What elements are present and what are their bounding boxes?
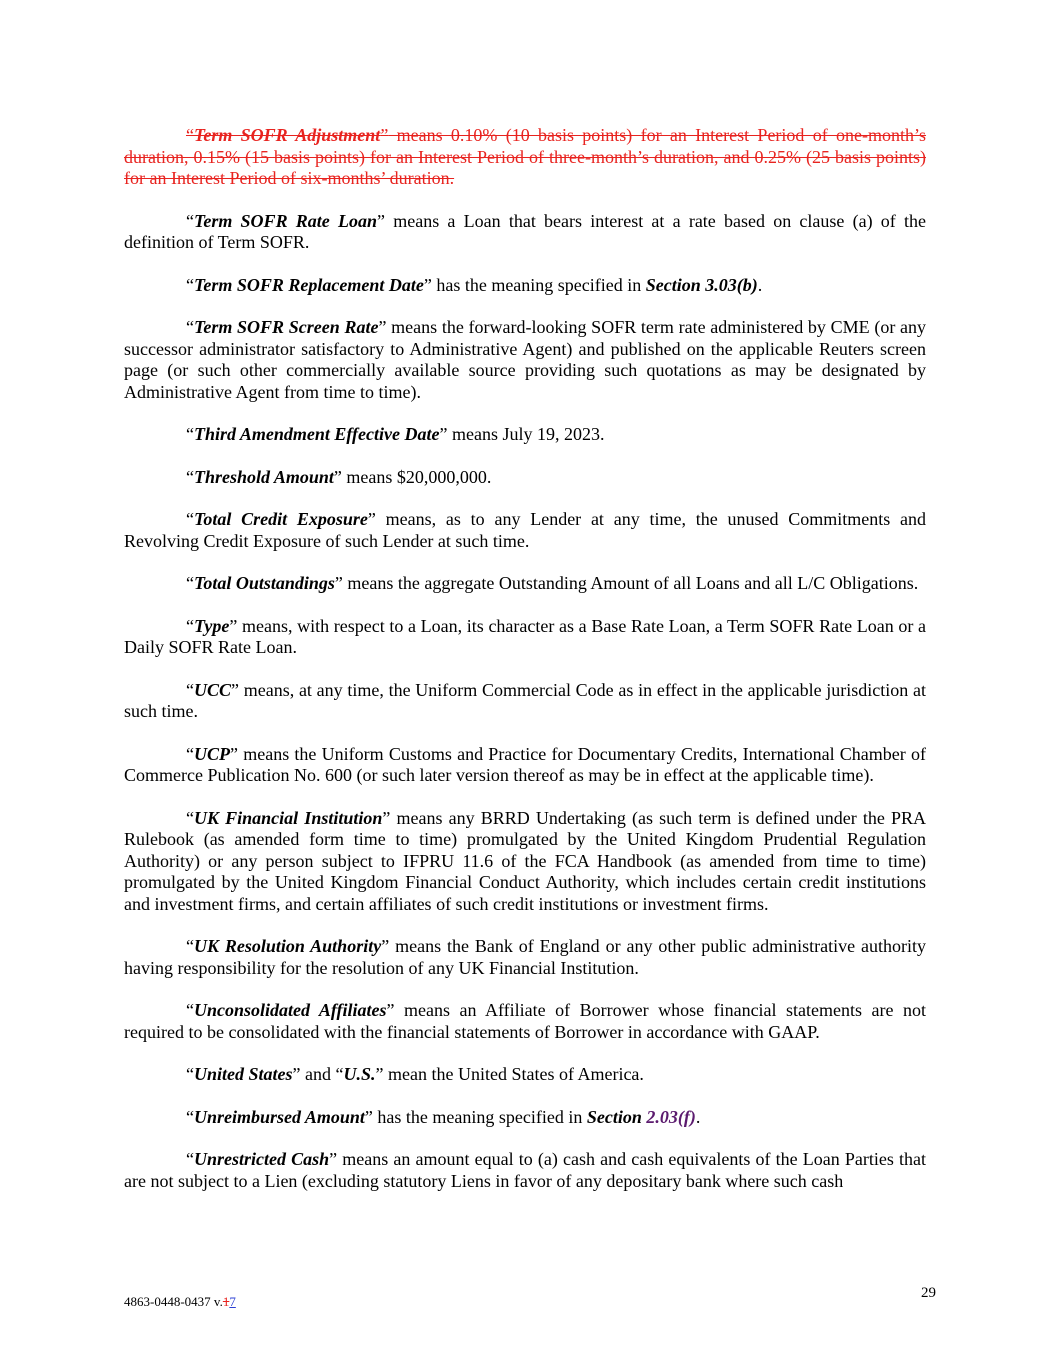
definition-total-outstandings: “Total Outstandings” means the aggregate Outstanding Amount of all Loans and all L/C Obligations. (186, 573, 919, 593)
section-reference: Section 3.03(b) (645, 274, 758, 295)
definition-text: means an amount equal to (a) cash and cash equivalents of the Loan Parties that are not subject to a Lien (excluding statutory Liens in favor of any depositary bank where such cash (124, 1149, 926, 1191)
document-body (124, 125, 926, 1213)
definition-text: mean the United States of America. (383, 1064, 644, 1084)
section-reference-link[interactable]: 2.03(f) (646, 1106, 696, 1127)
defined-term: Term SOFR Rate Loan (194, 210, 378, 231)
definition-text: means $20,000,000. (341, 466, 492, 487)
definition-text: means any BRRD Undertaking (as such term is defined under the PRA Rulebook (as amended form time to time) promulgated by the United Kingdom Prudential Regulation Authority) or any person subject to IFPRU 11.6 of the FCA Handbook (as amended from time to time) promulgated by the United Kingdom Financial Conduct Authority, which includes certain credit institutions and investment firms, and certain affiliates of such credit institutions or investment firms. (124, 807, 926, 914)
definition-text: means the forward-looking SOFR term rate administered by CME (or any successor administrator satisfactory to Administrative Agent) and published on the applicable Reuters screen page (or such other commercially available source providing such quotations as may be designated by Administrative Agent from time to time). (124, 317, 926, 402)
definition-total-credit-exposure: “Total Credit Exposure” means, as to any Lender at any time, the unused Commitments and Revolving Credit Exposure of such Lender at such time. (124, 509, 926, 551)
definition-text: means an Affiliate of Borrower whose financial statements are not required to be consolidated with the financial statements of Borrower in accordance with GAAP. (124, 1000, 926, 1042)
definition-term-sofr-screen-rate: “Term SOFR Screen Rate” means the forward-looking SOFR term rate administered by CME (or any successor administrator satisfactory to Administrative Agent) and published on the applicable Reuters screen page (or such other commercially available source providing such quotations as may be designated by Administrative Agent from time to time). (124, 317, 926, 402)
definition-unrestricted-cash: “Unrestricted Cash” means an amount equal to (a) cash and cash equivalents of the Loan Parties that are not subject to a Lien (excluding statutory Liens in favor of any depositary bank where such cash (124, 1149, 926, 1191)
definition-text: means the Bank of England or any other public administrative authority having responsibility for the resolution of any UK Financial Institution. (124, 936, 926, 978)
definition-text: means the Uniform Customs and Practice for Documentary Credits, International Chamber of Commerce Publication No. 600 (or such later version thereof as may be in effect at the applicable time). (124, 743, 926, 785)
defined-term: Term SOFR Screen Rate (194, 317, 379, 337)
definition-term-sofr-replacement-date: “Term SOFR Replacement Date” has the meaning specified in Section 3.03(b). (186, 274, 763, 295)
definition-text: means, with respect to a Loan, its character as a Base Rate Loan, a Term SOFR Rate Loan or a Daily SOFR Rate Loan. (124, 615, 926, 657)
definition-term-sofr-rate-loan: “Term SOFR Rate Loan” means a Loan that bears interest at a rate based on clause (a) of the definition of Term SOFR. (124, 210, 926, 252)
defined-term: United States (194, 1064, 293, 1084)
definition-ucp: “UCP” means the Uniform Customs and Practice for Documentary Credits, International Chamber of Commerce Publication No. 600 (or such later version thereof as may be in effect at the applicable time). (124, 743, 926, 785)
definition-threshold-amount: “Threshold Amount” means $20,000,000. (186, 466, 492, 487)
definition-third-amendment-effective-date: “Third Amendment Effective Date” means July 19, 2023. (186, 424, 605, 444)
definition-ucc: “UCC” means, at any time, the Uniform Commercial Code as in effect in the applicable jurisdiction at such time. (124, 679, 926, 721)
definition-unreimbursed-amount: “Unreimbursed Amount” has the meaning specified in Section 2.03(f). (186, 1106, 701, 1127)
definition-term-sofr-adjustment-deleted: “Term SOFR Adjustment” means 0.10% (10 basis points) for an Interest Period of one-month’s duration, 0.15% (15 basis points) for an Interest Period of three-month’s duration, and 0.25% (25 basis points) for an Interest Period of six-months’ duration. (124, 125, 927, 188)
defined-term: Third Amendment Effective Date (194, 424, 440, 444)
footer-document-id (124, 1294, 236, 1310)
definition-connector: ” and “ (292, 1064, 344, 1084)
definition-text: means, at any time, the Uniform Commercial Code as in effect in the applicable jurisdiction at such time. (124, 679, 926, 721)
defined-term: UCC (194, 679, 232, 700)
definition-text: means, as to any Lender at any time, the unused Commitments and Revolving Credit Exposure of such Lender at such time. (124, 509, 926, 551)
defined-term: Unrestricted Cash (194, 1149, 330, 1169)
definition-text: means a Loan that bears interest at a rate based on clause (a) of the definition of Term SOFR. (124, 210, 926, 252)
version-deleted: 1 (222, 1294, 230, 1309)
defined-term: Total Outstandings (194, 573, 335, 593)
defined-term-alt: U.S. (343, 1064, 376, 1084)
defined-term: Type (194, 615, 230, 636)
defined-term: Unconsolidated Affiliates (194, 1000, 387, 1020)
definition-tail: . (695, 1106, 701, 1127)
definition-text: means the aggregate Outstanding Amount of all Loans and all L/C Obligations. (342, 573, 919, 593)
definition-uk-resolution-authority: “UK Resolution Authority” means the Bank of England or any other public administrative authority having responsibility for the resolution of any UK Financial Institution. (124, 936, 926, 978)
defined-term: Threshold Amount (194, 466, 334, 487)
definition-type: “Type” means, with respect to a Loan, its character as a Base Rate Loan, a Term SOFR Rate Loan or a Daily SOFR Rate Loan. (124, 615, 926, 657)
page-number: 29 (921, 1285, 936, 1301)
definition-unconsolidated-affiliates: “Unconsolidated Affiliates” means an Affiliate of Borrower whose financial statements are not required to be consolidated with the financial statements of Borrower in accordance with GAAP. (124, 1000, 926, 1042)
definition-text: has the meaning specified in (372, 1106, 587, 1127)
definition-united-states: “United States” and “U.S.” mean the United States of America. (186, 1064, 644, 1084)
definition-uk-financial-institution: “UK Financial Institution” means any BRRD Undertaking (as such term is defined under the PRA Rulebook (as amended form time to time) promulgated by the United Kingdom Prudential Regulation Authority) or any person subject to IFPRU 11.6 of the FCA Handbook (as amended from time to time) promulgated by the United Kingdom Financial Conduct Authority, which includes certain credit institutions and investment firms, and certain affiliates of such credit institutions or investment firms. (124, 807, 926, 914)
defined-term: Term SOFR Replacement Date (194, 274, 424, 295)
definition-text: has the meaning specified in (431, 274, 646, 295)
version-inserted: 7 (229, 1294, 236, 1309)
defined-term: Unreimbursed Amount (194, 1106, 365, 1127)
definition-text: means 0.10% (10 basis points) for an Interest Period of one-month’s duration, 0.15% (15 basis points) for an Interest Period of three-month’s duration, and 0.25% (25 basis points) for an Interest Period of six-months’ duration. (124, 125, 927, 188)
section-reference-word: Section (586, 1106, 642, 1127)
defined-term: UK Resolution Authority (194, 936, 382, 956)
definition-tail: . (757, 274, 763, 295)
defined-term: UK Financial Institution (194, 807, 383, 828)
defined-term: Term SOFR Adjustment (194, 125, 381, 145)
doc-id: 4863-0448-0437 v. (124, 1294, 223, 1309)
defined-term: UCP (194, 743, 230, 764)
defined-term: Total Credit Exposure (194, 509, 368, 529)
definition-text: means July 19, 2023. (447, 424, 605, 444)
